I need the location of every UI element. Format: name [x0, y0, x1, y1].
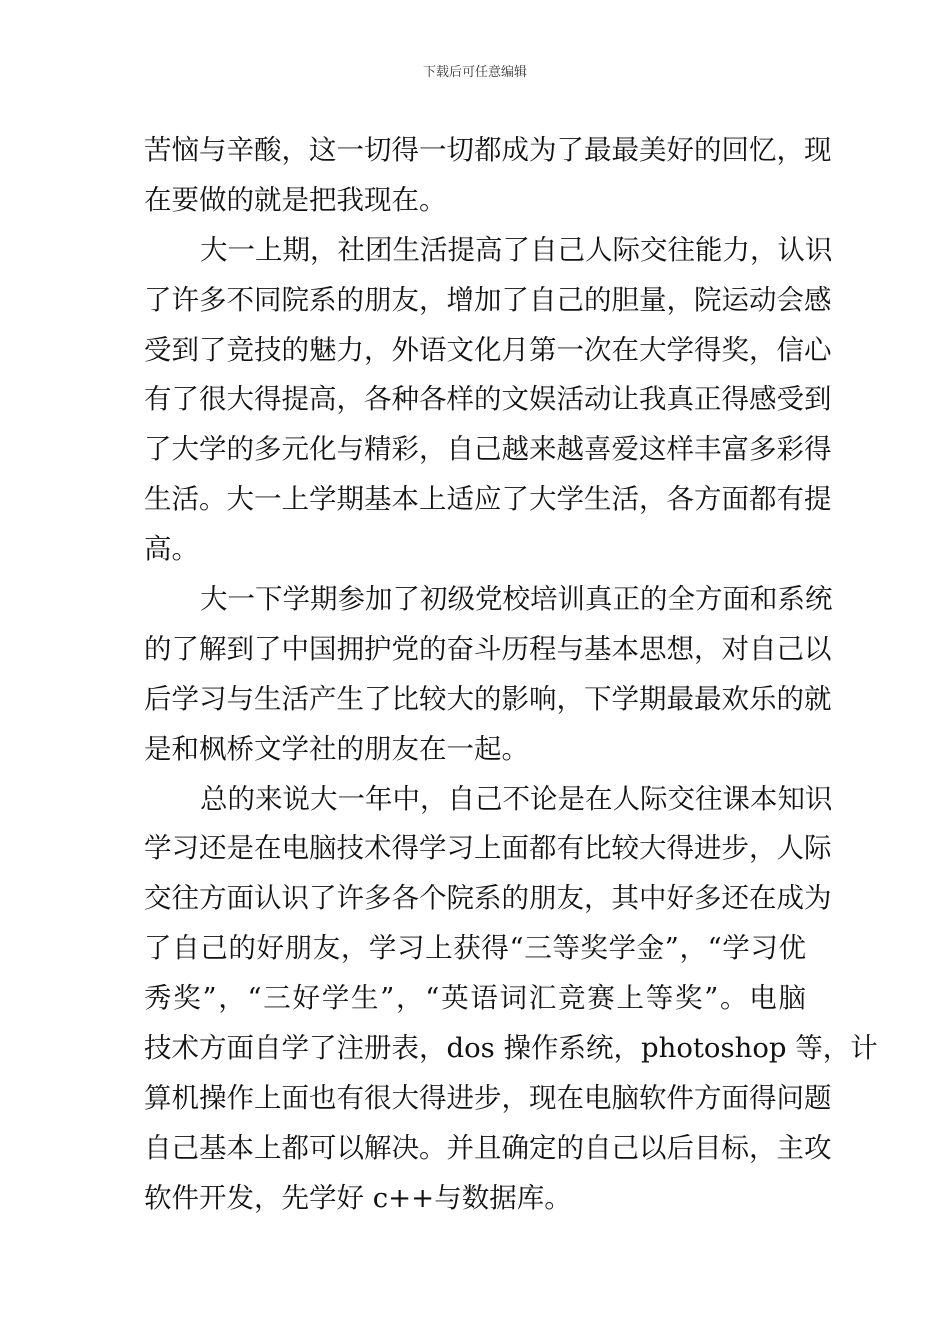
document-body — [144, 130, 878, 1228]
text-line: 苦恼与辛酸，这一切得一切都成为了最最美好的回忆，现 — [144, 134, 832, 166]
text-line: 在要做的就是把我现在。 — [144, 183, 447, 216]
text-line: 高。 — [144, 533, 199, 566]
text-line: 了自己的好朋友，学习上获得“三等奖学金”，“学习优 — [144, 932, 806, 965]
text-line: 学习还是在电脑技术得学习上面都有比较大得进步，人际 — [144, 832, 832, 865]
text-line: 有了很大得提高，各种各样的文娱活动让我真正得感受到 — [144, 383, 832, 416]
paragraph — [144, 779, 878, 1228]
text-line: 交往方面认识了许多各个院系的朋友，其中好多还在成为 — [144, 882, 832, 915]
paragraph — [144, 579, 833, 779]
text-line: 算机操作上面也有很大得进步，现在电脑软件方面得问题 — [144, 1081, 832, 1114]
text-line: 的了解到了中国拥护党的奋斗历程与基本思想，对自己以 — [144, 632, 832, 665]
text-line: 秀奖”，“三好学生”，“英语词汇竞赛上等奖”。电脑 — [144, 982, 806, 1015]
text-line: 生活。大一上学期基本上适应了大学生活，各方面都有提 — [144, 483, 832, 516]
text-line: 大一上期，社团生活提高了自己人际交往能力，认识 — [200, 233, 833, 266]
text-line: 了许多不同院系的朋友，增加了自己的胆量，院运动会感 — [144, 283, 832, 316]
text-line: 了大学的多元化与精彩，自己越来越喜爱这样丰富多彩得 — [144, 433, 832, 466]
paragraph — [144, 130, 832, 230]
page-header: 下载后可任意编辑 — [422, 65, 527, 80]
text-line: 受到了竞技的魅力，外语文化月第一次在大学得奖，信心 — [144, 333, 832, 366]
text-line: 技术方面自学了注册表，dos 操作系统，photoshop 等，计 — [144, 1032, 878, 1065]
text-line: 是和枫桥文学社的朋友在一起。 — [144, 732, 529, 765]
text-line: 总的来说大一年中，自己不论是在人际交往课本知识 — [200, 782, 833, 815]
paragraph — [144, 230, 833, 579]
text-line: 后学习与生活产生了比较大的影响，下学期最最欢乐的就 — [144, 682, 832, 715]
text-line: 大一下学期参加了初级党校培训真正的全方面和系统 — [200, 583, 833, 616]
text-line: 软件开发，先学好 c++与数据库。 — [144, 1181, 572, 1214]
text-line: 自己基本上都可以解决。并且确定的自己以后目标，主攻 — [144, 1131, 832, 1164]
